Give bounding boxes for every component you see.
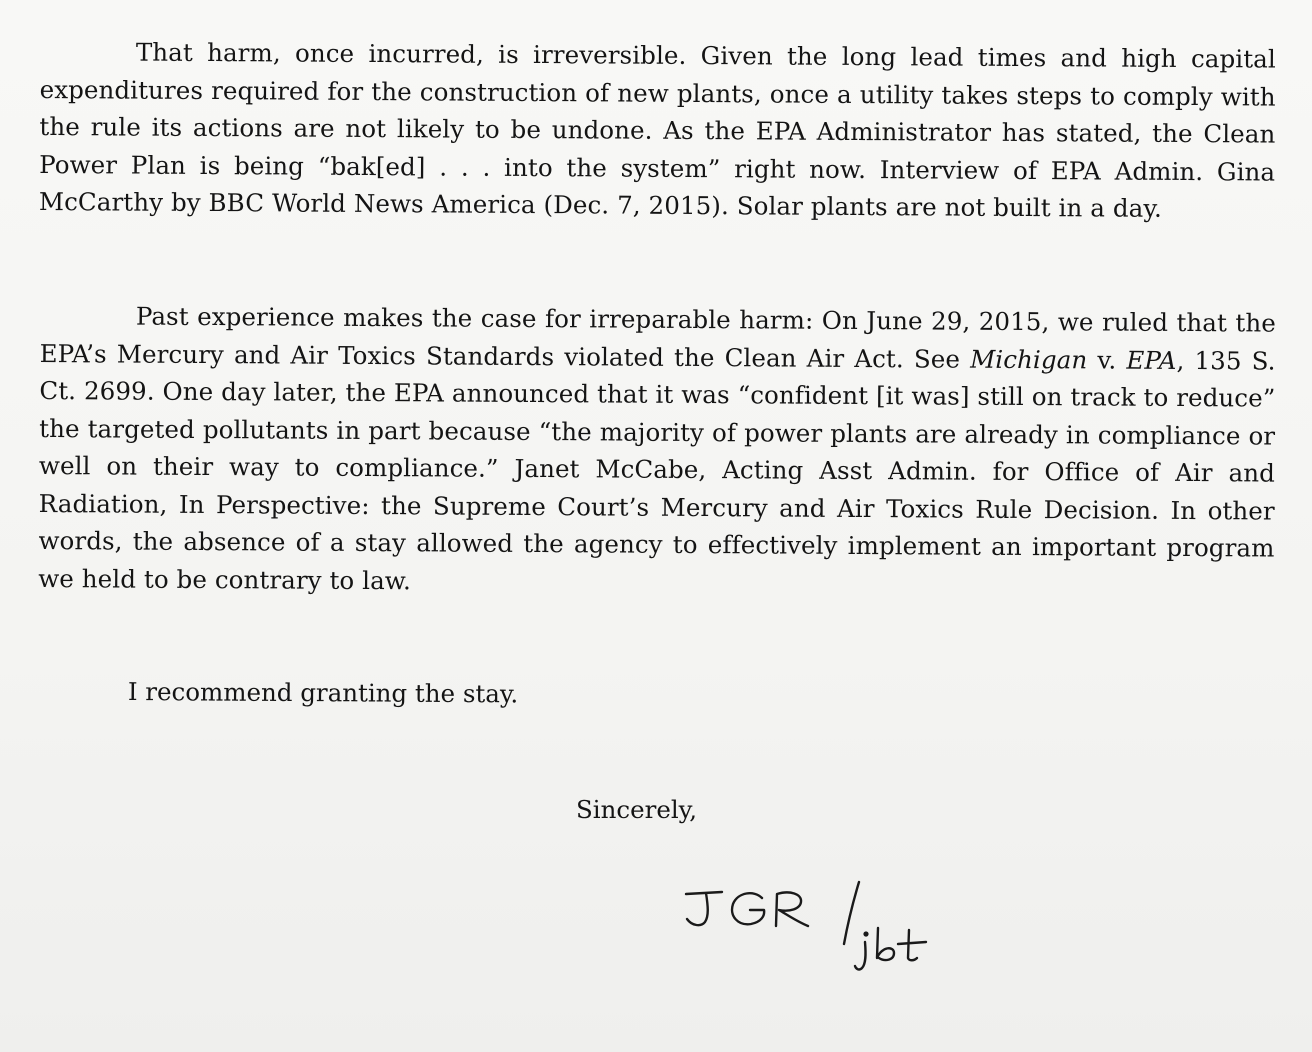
paragraph-irreversible-harm bbox=[39, 33, 1276, 228]
paragraph-text: , 135 S. Ct. 2699. One day later, the EPA announced that it was “confident [it was] still on track to reduce” the targeted pollutants in part because “the majority of power plants are already in compliance or well on their way to compliance.” Janet McCabe, Acting Asst Admin. for Office of Air and Radiation, In Perspective: the Supreme Court’s Mercury and Air Toxics Rule Decision. In other words, the absence of a stay allowed the agency to effectively implement an important program we held to be contrary to law. bbox=[38, 345, 1276, 595]
recommendation: I recommend granting the stay. bbox=[127, 676, 519, 709]
paragraph-past-experience bbox=[38, 297, 1276, 605]
case-versus: v. bbox=[1087, 344, 1127, 375]
case-name-michigan: Michigan bbox=[970, 344, 1088, 374]
closing-salutation: Sincerely, bbox=[576, 795, 698, 824]
handwritten-signature bbox=[676, 872, 976, 982]
case-name-epa: EPA bbox=[1126, 345, 1177, 375]
paragraph-text: Past experience makes the case for irreparable harm: On June 29, 2015, we ruled that the EPA’s Mercury and Air Toxics Standards violated the Clean Air Act. See bbox=[39, 301, 1276, 374]
paragraph-text: That harm, once incurred, is irreversible. Given the long lead times and high capital expenditures required for the construction of new plants, once a utility takes steps to comply with the rule its actions are not likely to be undone. As the EPA Administrator has stated, the Clean Power Plan is being “bak[ed] . . . into the system” right now. Interview of EPA Admin. Gina McCarthy by BBC World News America (Dec. 7, 2015). Solar plants are not built in a day. bbox=[38, 37, 1276, 223]
